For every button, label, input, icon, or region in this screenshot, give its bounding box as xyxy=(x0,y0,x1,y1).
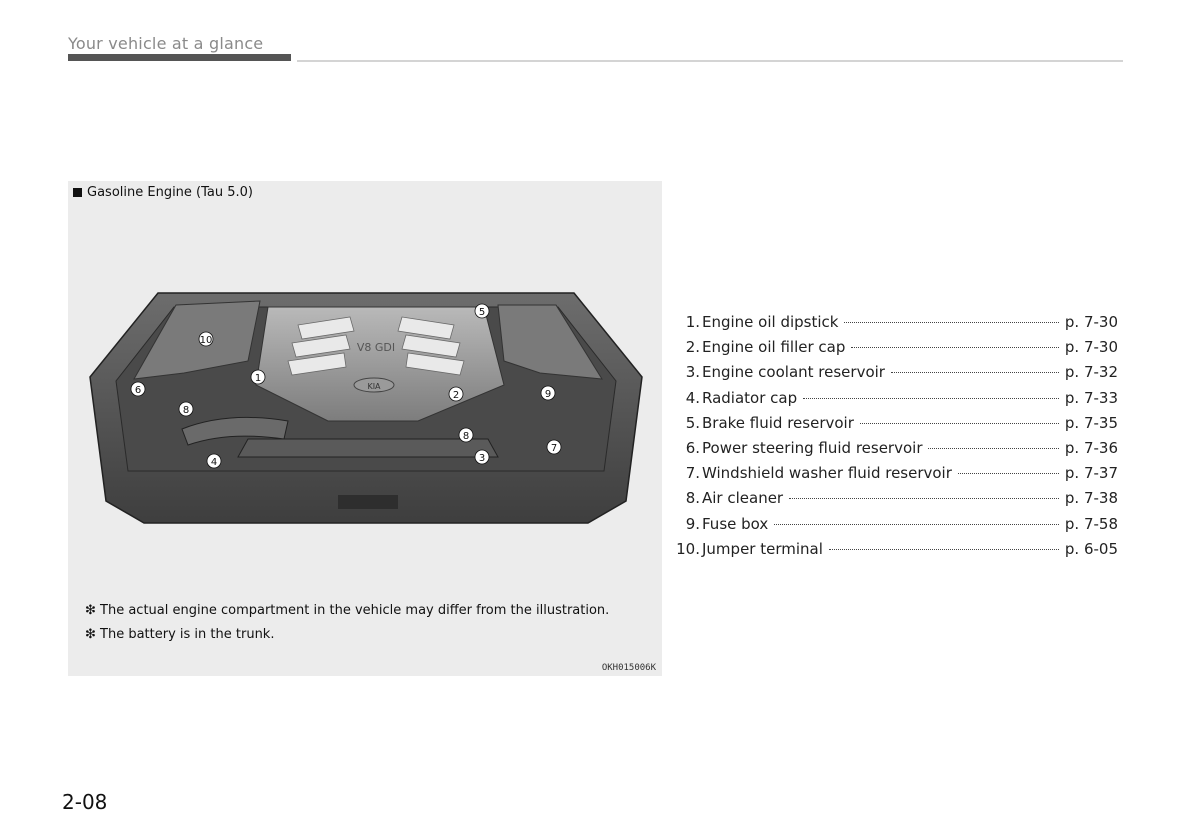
item-number: 1. xyxy=(685,313,700,331)
list-item xyxy=(672,313,1118,338)
callout-1 xyxy=(251,370,265,384)
item-name: Power steering fluid reservoir xyxy=(702,438,923,457)
callout-2 xyxy=(449,387,463,401)
page-reference: p. 7-33 xyxy=(1064,388,1118,407)
leader-dots xyxy=(860,423,1059,424)
engine-compartment-illustration xyxy=(88,281,644,531)
item-name: Brake fluid reservoir xyxy=(702,413,854,432)
leader-dots xyxy=(829,549,1059,550)
page-reference: p. 7-30 xyxy=(1064,338,1118,357)
list-item xyxy=(672,464,1118,489)
item-name: Air cleaner xyxy=(702,489,784,508)
header-rule-dark xyxy=(68,54,291,61)
item-number: 9. xyxy=(685,514,700,533)
item-name: Jumper terminal xyxy=(702,539,823,558)
svg-text:1: 1 xyxy=(254,373,262,384)
item-name: Engine coolant reservoir xyxy=(702,363,885,382)
page-reference: p. 7-35 xyxy=(1064,413,1118,432)
list-item xyxy=(672,338,1118,363)
list-item xyxy=(672,414,1118,439)
callout-5 xyxy=(475,304,489,318)
parts-list xyxy=(672,313,1118,565)
list-item xyxy=(672,489,1118,514)
svg-text:7: 7 xyxy=(550,443,558,454)
page-reference: p. 7-38 xyxy=(1064,489,1118,508)
page-reference: p. 7-32 xyxy=(1064,363,1118,382)
item-number: 7. xyxy=(685,464,700,483)
leader-dots xyxy=(928,448,1058,449)
svg-text:3: 3 xyxy=(478,453,486,464)
page-reference: p. 7-36 xyxy=(1064,438,1118,457)
item-number: 4. xyxy=(685,388,700,407)
page-reference: p. 7-58 xyxy=(1064,514,1118,533)
list-item xyxy=(672,363,1118,388)
list-item xyxy=(672,439,1118,464)
leader-dots xyxy=(851,347,1059,348)
leader-dots xyxy=(844,322,1058,323)
callout-10 xyxy=(199,332,213,346)
figure-caption xyxy=(73,185,253,200)
callout-8b xyxy=(459,428,473,442)
svg-text:9: 9 xyxy=(544,389,552,400)
page-reference: p. 6-05 xyxy=(1064,539,1118,558)
svg-text:6: 6 xyxy=(134,385,142,396)
engine-cover-label: V8 GDI xyxy=(356,341,396,354)
item-number: 5. xyxy=(685,413,700,432)
svg-text:8: 8 xyxy=(462,431,470,442)
page-reference: p. 7-37 xyxy=(1064,464,1118,483)
figure-code: OKH015006K xyxy=(601,663,656,673)
item-number: 6. xyxy=(685,438,700,457)
item-name: Radiator cap xyxy=(702,388,798,407)
callout-7 xyxy=(547,440,561,454)
list-item xyxy=(672,515,1118,540)
item-name: Windshield washer fluid reservoir xyxy=(702,464,952,483)
item-number: 8. xyxy=(685,489,700,508)
page-number: 2-08 xyxy=(62,790,108,814)
figure-note-illustration: ❇ The actual engine compartment in the vehicle may differ from the illustration. xyxy=(85,603,610,618)
item-name: Engine oil filler cap xyxy=(702,338,846,357)
callout-8a xyxy=(179,402,193,416)
engine-figure xyxy=(68,181,662,676)
figure-caption-text: Gasoline Engine (Tau 5.0) xyxy=(87,185,253,200)
svg-text:8: 8 xyxy=(182,405,190,416)
leader-dots xyxy=(774,524,1059,525)
callout-9 xyxy=(541,386,555,400)
list-item xyxy=(672,540,1118,565)
item-name: Engine oil dipstick xyxy=(702,313,839,331)
item-number: 10. xyxy=(676,539,700,558)
callout-3 xyxy=(475,450,489,464)
svg-text:10: 10 xyxy=(199,335,213,346)
svg-text:2: 2 xyxy=(452,390,460,401)
item-number: 3. xyxy=(685,363,700,382)
page-reference: p. 7-30 xyxy=(1064,313,1118,331)
section-title: Your vehicle at a glance xyxy=(68,34,264,53)
item-name: Fuse box xyxy=(702,514,769,533)
leader-dots xyxy=(958,473,1059,474)
list-item xyxy=(672,389,1118,414)
item-number: 2. xyxy=(685,338,700,357)
square-bullet-icon xyxy=(73,188,82,197)
callout-4 xyxy=(207,454,221,468)
leader-dots xyxy=(789,498,1059,499)
svg-text:5: 5 xyxy=(478,307,486,318)
callout-6 xyxy=(131,382,145,396)
leader-dots xyxy=(891,372,1059,373)
leader-dots xyxy=(803,398,1059,399)
kia-logo: KIA xyxy=(367,382,381,391)
header-rule-light xyxy=(297,60,1123,62)
svg-text:4: 4 xyxy=(210,457,218,468)
figure-note-battery: ❇ The battery is in the trunk. xyxy=(85,627,275,642)
